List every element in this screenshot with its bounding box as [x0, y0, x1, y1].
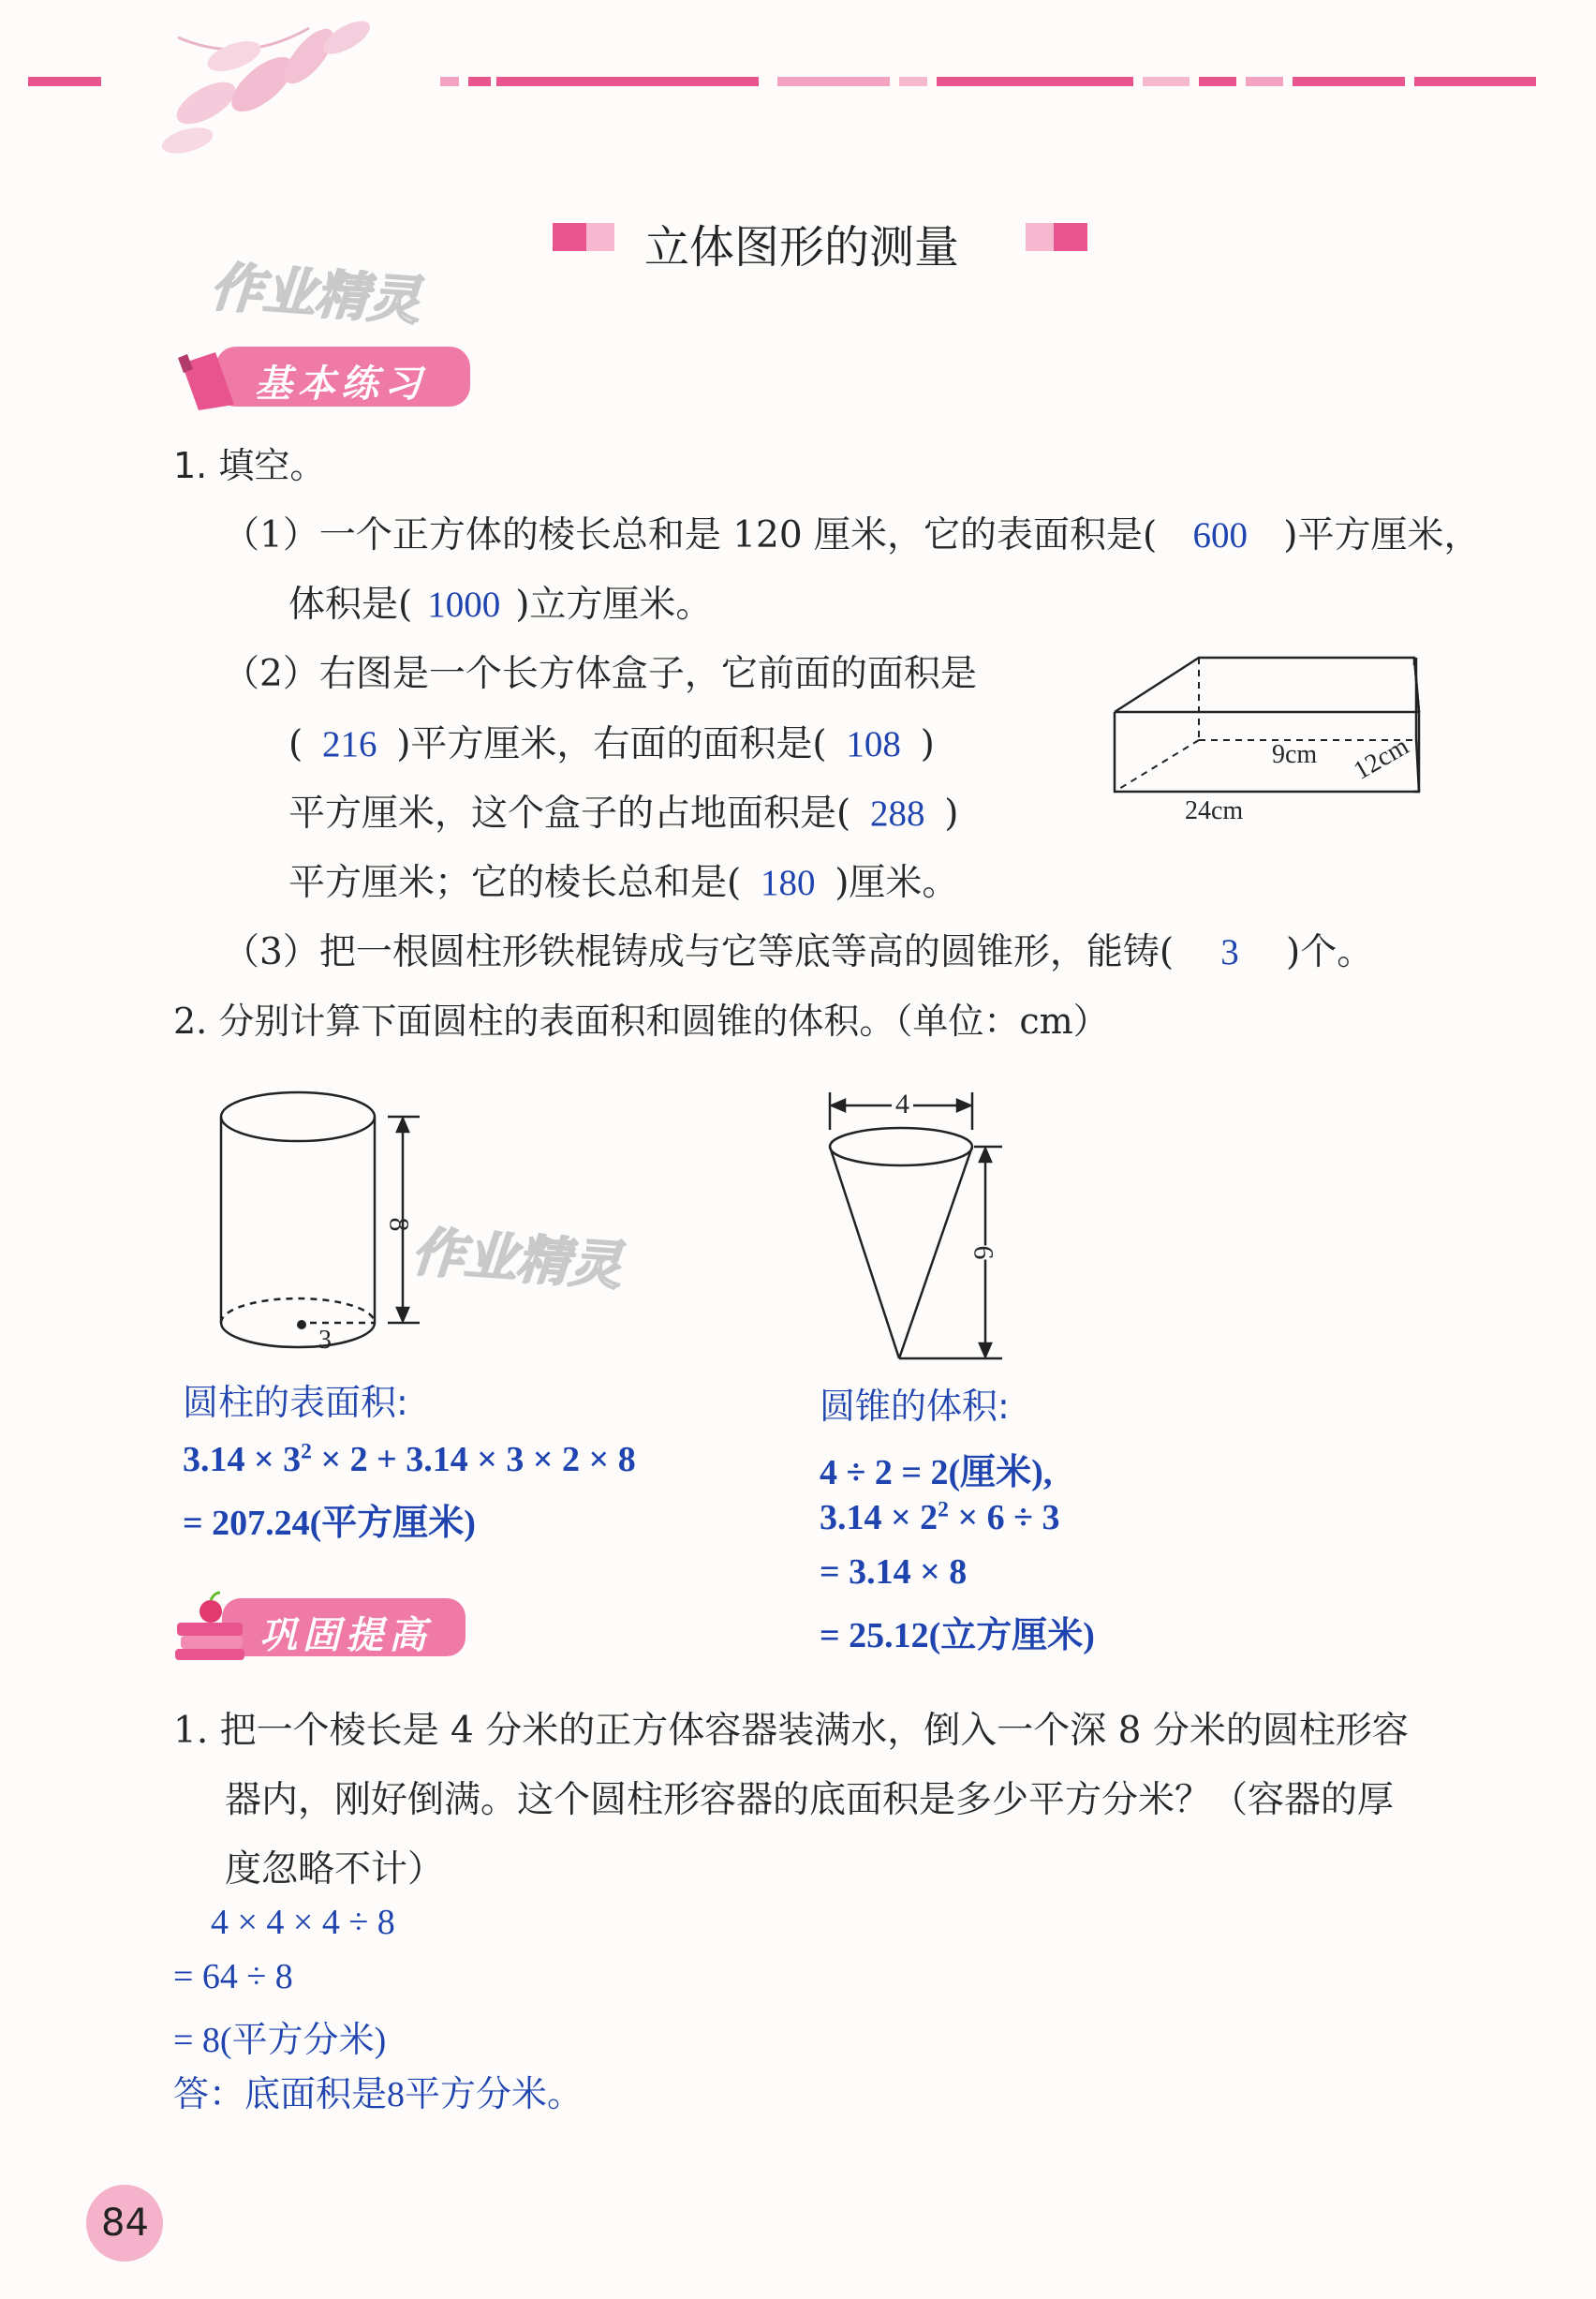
q3-solution-line1: 4 × 4 × 4 ÷ 8: [211, 1903, 395, 1942]
q1-p3-answer: 3: [1220, 932, 1239, 972]
section-basic-label: 基本练习: [255, 363, 427, 406]
page-title: 立体图形的测量: [644, 221, 960, 274]
q1-label: 1. 填空。: [173, 445, 326, 486]
cone-height-label: 6: [968, 1245, 999, 1260]
cyl-l1-a: 3.14 × 3: [183, 1440, 302, 1479]
q1-p2-answer1: 216: [321, 724, 377, 764]
q1-p2-text-a: (: [288, 723, 303, 765]
q1-p1-text-b: )平方厘米，: [1283, 514, 1481, 556]
cyl-l1-sup: 2: [301, 1439, 312, 1464]
cylinder-height-label: 8: [383, 1217, 415, 1232]
cone-solution-line2: [820, 1497, 1059, 1538]
section-badge-advanced: [173, 1581, 473, 1662]
q3-line1: 1. 把一个棱长是 4 分米的正方体容器装满水，倒入一个深 8 分米的圆柱形容: [173, 1710, 1409, 1752]
q3-answer: 答：底面积是8平方分米。: [173, 2075, 584, 2114]
q1-p3-text-a: （3）把一根圆柱形铁棍铸成与它等底等高的圆锥形，能铸(: [223, 931, 1175, 973]
cuboid-width-label: 12cm: [1349, 731, 1414, 786]
q1-p2-text-d: 平方厘米，这个盒子的占地面积是(: [288, 793, 851, 835]
cone-solution-line4: = 25.12(立方厘米): [820, 1616, 1095, 1655]
watermark-middle: 作业精灵: [409, 1222, 624, 1298]
cone-diameter-label: 4: [892, 1089, 913, 1120]
cuboid-height-label: 9cm: [1272, 740, 1318, 769]
cylinder-solution-heading: 圆柱的表面积:: [183, 1382, 408, 1423]
q1-p2-line4: [288, 862, 959, 904]
title-marker-right: [1054, 223, 1087, 251]
cone-l2-b: × 6 ÷ 3: [948, 1498, 1060, 1537]
q1-p2-text-f: 平方厘米；它的棱长总和是(: [288, 862, 742, 904]
cylinder-radius-label: 3: [318, 1326, 332, 1355]
q3-solution-line3: = 8(平方分米): [173, 2021, 387, 2060]
q1-p1-line1: [223, 514, 1481, 556]
cyl-l1-b: × 2 + 3.14 × 3 × 2 × 8: [311, 1440, 636, 1479]
title-marker-left-light: [586, 223, 614, 251]
q3-line2: 器内，刚好倒满。这个圆柱形容器的底面积是多少平方分米？（容器的厚: [225, 1779, 1395, 1821]
q1-p2-text-e: ): [944, 793, 959, 835]
cylinder-solution-line2: = 207.24(平方厘米): [183, 1504, 476, 1543]
q1-p1-line2: [288, 584, 713, 626]
q3-line3: 度忽略不计）: [225, 1848, 445, 1891]
q1-p2-text-b: )平方厘米，右面的面积是(: [396, 723, 827, 765]
cylinder-solution-line1: [183, 1439, 636, 1480]
q2-label: 2. 分别计算下面圆柱的表面积和圆锥的体积。（单位：cm）: [173, 1001, 1109, 1042]
cuboid-length-label: 24cm: [1185, 796, 1244, 825]
q1-p3-text-b: )个。: [1286, 931, 1374, 973]
q1-p1-answer1: 600: [1192, 515, 1249, 556]
cone-l2-a: 3.14 × 2: [820, 1498, 938, 1537]
q1-p2-line2: [288, 723, 935, 765]
q1-p3-line: [223, 931, 1374, 973]
title-marker-right-light: [1026, 223, 1054, 251]
q1-p1-text-d: )立方厘米。: [515, 584, 713, 626]
watermark-top: 作业精灵: [208, 257, 422, 333]
q1-p2-line3: [288, 793, 959, 835]
q1-p2-answer3: 288: [869, 794, 925, 834]
q1-p2-text-c: ): [920, 723, 935, 765]
q3-solution-line2: = 64 ÷ 8: [173, 1957, 293, 1996]
header-decoration: [0, 0, 1596, 169]
q1-p2-answer4: 180: [760, 863, 816, 903]
cone-solution-line1: 4 ÷ 2 = 2(厘米),: [820, 1453, 1053, 1492]
q1-p2-line1: （2）右图是一个长方体盒子，它前面的面积是: [223, 653, 977, 695]
cone-figure: [824, 1087, 1012, 1368]
title-marker-left: [553, 223, 586, 251]
page-number: 84: [101, 2202, 149, 2245]
section-advanced-label: 巩固提高: [259, 1614, 432, 1657]
q1-p2-text-g: )厘米。: [835, 862, 959, 904]
q1-p1-text-c: 体积是(: [288, 584, 413, 626]
leaf-icon: [159, 15, 375, 158]
cone-solution-line3: = 3.14 × 8: [820, 1552, 968, 1592]
cone-solution-heading: 圆锥的体积:: [820, 1386, 1010, 1427]
q1-p2-answer2: 108: [846, 724, 901, 764]
section-badge-basic: [178, 345, 468, 405]
q1-p1-answer2: 1000: [427, 585, 501, 625]
q1-p1-text-a: （1）一个正方体的棱长总和是 120 厘米，它的表面积是(: [223, 514, 1158, 556]
cone-l2-sup: 2: [938, 1497, 949, 1522]
